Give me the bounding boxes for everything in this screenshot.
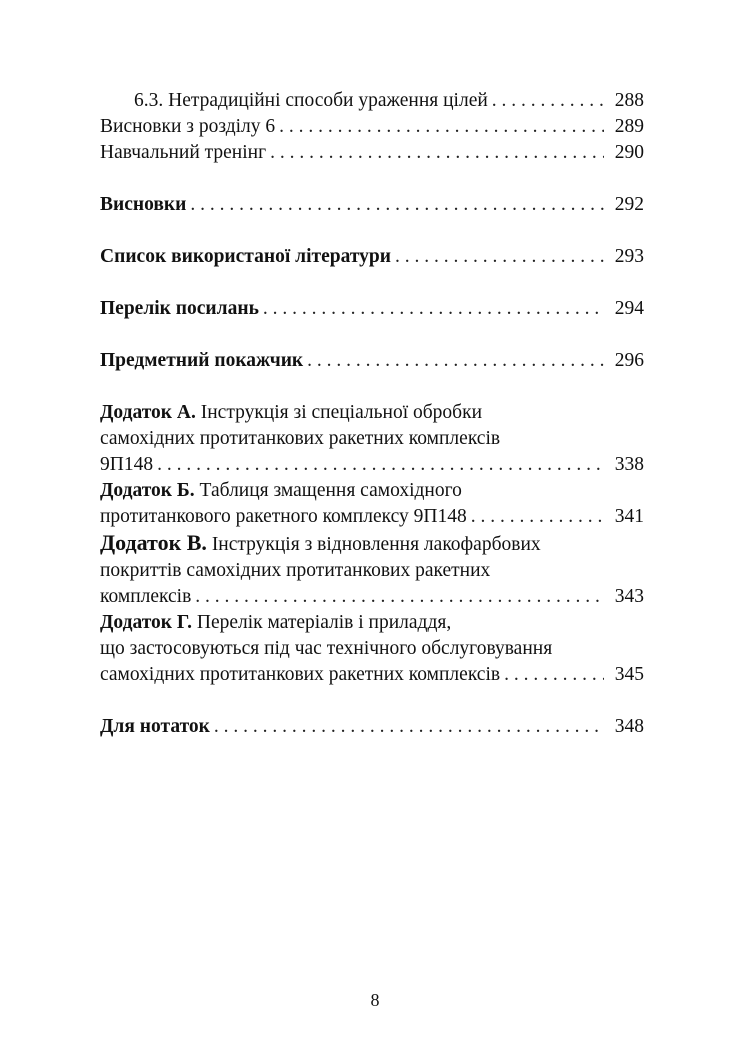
appendix-title-line: Перелік матеріалів і приладдя, <box>196 612 452 633</box>
toc-entry-references[interactable] <box>100 244 644 270</box>
appendix-title-line: самохідних протитанкових ракетних комплексів <box>100 428 501 449</box>
appendix-title-line: Таблиця змащення самохідного <box>199 480 462 501</box>
toc-entry-title: Висновки з розділу 6 <box>100 116 276 137</box>
toc-entry-training[interactable] <box>100 140 644 166</box>
dot-leader <box>270 140 604 166</box>
toc-entry-page: 296 <box>614 350 644 371</box>
toc-entry-page: 294 <box>614 298 644 319</box>
toc-entry-subject-index[interactable] <box>100 348 644 374</box>
toc-entry-conclusions-6[interactable] <box>100 114 644 140</box>
toc-entry-appendix-g[interactable] <box>100 610 644 688</box>
toc-entry-page: 345 <box>614 664 644 685</box>
dot-leader <box>307 348 604 374</box>
toc-entry-title: Для нотаток <box>100 716 210 737</box>
dot-leader <box>195 584 604 610</box>
toc-entry-page: 343 <box>614 586 644 607</box>
toc-entry-page: 288 <box>614 90 644 111</box>
toc-entry-notes[interactable] <box>100 714 644 740</box>
toc-entry-page: 293 <box>614 246 644 267</box>
toc-entry-conclusions[interactable] <box>100 192 644 218</box>
dot-leader <box>263 296 604 322</box>
dot-leader <box>504 662 604 688</box>
toc-entry-page: 289 <box>614 116 644 137</box>
toc-entry-appendix-b[interactable] <box>100 478 644 530</box>
toc-entry-appendix-v[interactable] <box>100 530 644 610</box>
appendix-label: Додаток Г. <box>100 612 192 633</box>
dot-leader <box>471 504 604 530</box>
toc-entry-title: Предметний покажчик <box>100 350 304 371</box>
toc-entry-citations[interactable] <box>100 296 644 322</box>
appendix-label: Додаток А. <box>100 402 196 423</box>
appendix-title-line: 9П148 <box>100 454 154 475</box>
toc-entry-title: Список використаної літератури <box>100 246 391 267</box>
dot-leader <box>492 88 604 114</box>
dot-leader <box>214 714 604 740</box>
appendix-label: Додаток Б. <box>100 480 195 501</box>
appendix-title-line: Інструкція зі спеціальної обробки <box>200 402 483 423</box>
toc-entry-appendix-a[interactable] <box>100 400 644 478</box>
toc-entry-page: 292 <box>614 194 644 215</box>
appendix-title-line: протитанкового ракетного комплексу 9П148 <box>100 506 467 527</box>
dot-leader <box>157 452 604 478</box>
toc-entry-6-3[interactable] <box>100 88 644 114</box>
appendix-title-line: комплексів <box>100 586 192 607</box>
toc-entry-page: 348 <box>614 716 644 737</box>
appendix-title-line: покриттів самохідних протитанкових ракетних <box>100 560 491 581</box>
table-of-contents <box>100 88 644 740</box>
toc-entry-page: 290 <box>614 142 644 163</box>
appendix-title-line: самохідних протитанкових ракетних комплексів <box>100 664 501 685</box>
dot-leader <box>190 192 604 218</box>
page-number: 8 <box>370 990 380 1010</box>
appendix-label: Додаток В. <box>100 530 207 555</box>
toc-entry-title: Навчальний тренінг <box>100 142 267 163</box>
toc-entry-title: Перелік посилань <box>100 298 259 319</box>
appendix-title-line: Інструкція з відновлення лакофарбових <box>211 534 541 555</box>
appendix-title-line: що застосовуються під час технічного обслуговування <box>100 638 553 659</box>
toc-entry-title: Висновки <box>100 194 187 215</box>
toc-entry-page: 341 <box>614 506 644 527</box>
dot-leader <box>395 244 604 270</box>
toc-entry-title: 6.3. Нетрадиційні способи ураження цілей <box>134 90 488 111</box>
toc-entry-page: 338 <box>614 454 644 475</box>
dot-leader <box>279 114 604 140</box>
